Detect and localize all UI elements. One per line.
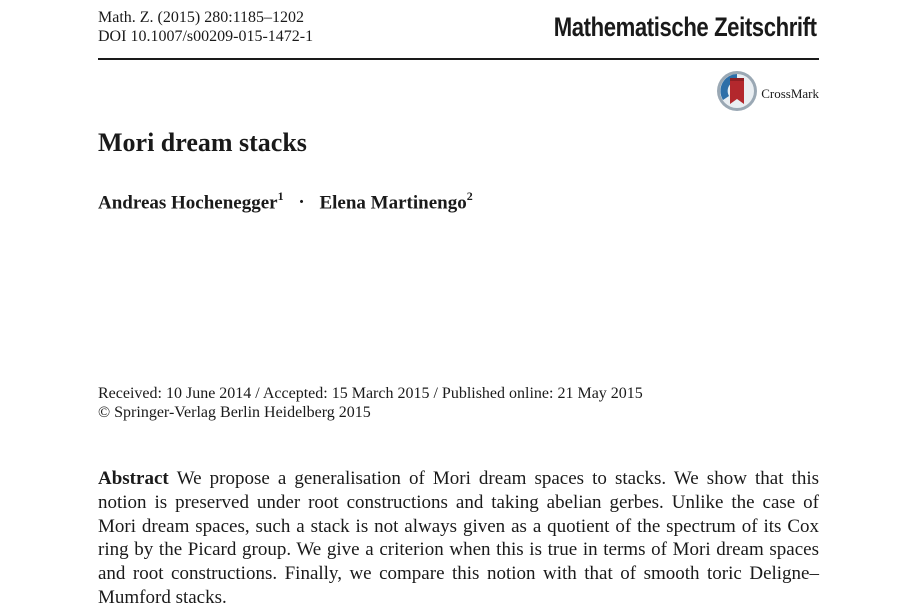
abstract (98, 467, 819, 610)
paper-title: Mori dream stacks (98, 128, 307, 157)
crossmark-badge[interactable] (715, 69, 819, 118)
author-name: Andreas Hochenegger (98, 192, 278, 214)
crossmark-icon (715, 69, 759, 118)
publication-dates: Received: 10 June 2014 / Accepted: 15 March 2015 / Published online: 21 May 2015 (98, 385, 643, 402)
journal-citation-block (98, 8, 313, 46)
abstract-label: Abstract (98, 468, 169, 489)
author-list (98, 190, 473, 214)
journal-citation: Math. Z. (2015) 280:1185–1202 (98, 9, 305, 26)
abstract-text: We propose a generalisation of Mori dream spaces to stacks. We show that this notion is preserved under root constructions and taking abelian gerbes. Unlike the case of Mori dream spaces, such a stack is not always given as a quotient of the spectrum of its Cox ring by the Picard group. We give a criterion when this is true in terms of Mori dream spaces and root constructions. Finally, we compare this notion with that of smooth toric Deligne–Mumford stacks. (98, 468, 819, 608)
copyright: © Springer-Verlag Berlin Heidelberg 2015 (98, 404, 371, 421)
author-affiliation: 2 (466, 189, 473, 203)
header-rule (98, 58, 819, 60)
doi: DOI 10.1007/s00209-015-1472-1 (98, 28, 314, 45)
journal-name: Mathematische Zeitschrift (554, 12, 817, 42)
publication-dates-block (98, 384, 643, 422)
author-affiliation: 1 (277, 189, 284, 203)
author-name: Elena Martinengo (319, 192, 467, 214)
crossmark-label: CrossMark (761, 85, 819, 101)
author-separator: · (298, 192, 305, 214)
